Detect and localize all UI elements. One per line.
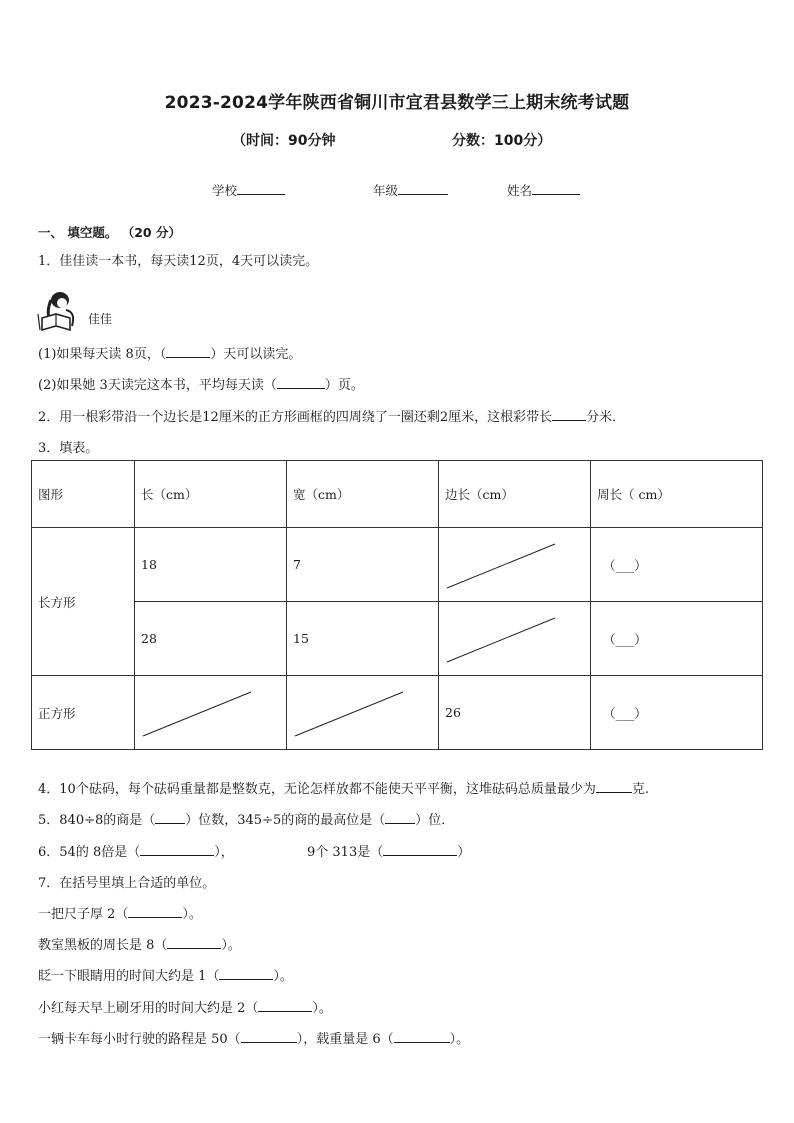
answer-blank[interactable] [155, 810, 185, 824]
answer-blank[interactable] [394, 1029, 450, 1043]
question-7-item: 教室黑板的周长是 8（ ）。 [38, 934, 241, 953]
name-label: 姓名 [507, 183, 533, 198]
table-cell-length: 28 [135, 602, 287, 676]
question-7-item: 一辆卡车每小时行驶的路程是 50（ ），载重量是 6（ ）。 [38, 1028, 469, 1047]
table-row [32, 676, 763, 750]
table-cell-width: 15 [287, 602, 439, 676]
reading-girl-illustration [36, 290, 120, 332]
table-cell-perimeter[interactable]: （___） [591, 676, 763, 750]
table-header-cell: 图形 [32, 461, 135, 528]
diagonal-slash [143, 692, 253, 736]
question-7-item: 眨一下眼睛用的时间大约是 1（ ）。 [38, 965, 293, 984]
table-cell-length: 18 [135, 528, 287, 602]
avatar-name: 佳佳 [88, 312, 113, 326]
name-field[interactable] [507, 181, 580, 199]
table-cell-crossed [287, 676, 439, 750]
answer-blank[interactable] [385, 810, 415, 824]
answer-blank[interactable] [167, 935, 221, 949]
answer-blank[interactable] [219, 966, 273, 980]
answer-blank[interactable] [166, 344, 210, 358]
answer-blank[interactable] [241, 1029, 297, 1043]
school-label: 学校 [212, 183, 238, 198]
table-header-cell: 边长（cm） [439, 461, 591, 528]
question-4: 4．10个砝码，每个砝码重量都是整数克，无论怎样放都不能使天平平衡，这堆砝码总质量最少为 克. [38, 778, 649, 797]
table-cell-perimeter[interactable]: （___） [591, 602, 763, 676]
diagonal-slash [447, 618, 557, 662]
question-6: 6．54的 8倍是（ ）， [38, 841, 234, 860]
name-blank[interactable] [532, 181, 580, 195]
diagonal-slash [447, 544, 557, 588]
fill-table [31, 460, 763, 750]
answer-blank[interactable] [258, 998, 312, 1012]
page-title: 2023-2024学年陕西省铜川市宜君县数学三上期末统考试题 [164, 93, 630, 113]
table-cell-crossed [439, 528, 591, 602]
table-row [32, 602, 763, 676]
table-cell-crossed [135, 676, 287, 750]
diagonal-slash [295, 692, 405, 736]
answer-blank[interactable] [552, 407, 586, 421]
question-3: 3．填表。 [38, 441, 99, 456]
table-cell-width: 7 [287, 528, 439, 602]
question-6-part-2: 9个 313是（ ） [307, 841, 470, 860]
square-label: 正方形 [32, 676, 135, 750]
grade-blank[interactable] [398, 181, 448, 195]
question-7-item: 一把尺子厚 2（ ）。 [38, 903, 202, 922]
question-7-item: 小红每天早上刷牙用的时间大约是 2（ ）。 [38, 997, 332, 1016]
school-field[interactable] [212, 181, 285, 199]
answer-blank[interactable] [383, 842, 457, 856]
table-header-row [32, 461, 763, 528]
question-2: 2．用一根彩带沿一个边长是12厘米的正方形画框的四周绕了一圈还剩2厘米，这根彩带长 分米． [38, 406, 625, 425]
section-heading: 一、 填空题。 （20 分） [38, 225, 181, 240]
answer-blank[interactable] [128, 904, 182, 918]
table-cell-perimeter[interactable]: （___） [591, 528, 763, 602]
table-header-cell: 宽（cm） [287, 461, 439, 528]
school-blank[interactable] [237, 181, 285, 195]
question-7: 7．在括号里填上合适的单位。 [38, 876, 216, 891]
table-cell-crossed [439, 602, 591, 676]
rectangle-label: 长方形 [32, 528, 135, 676]
table-header-cell: 周长（ cm） [591, 461, 763, 528]
answer-blank[interactable] [277, 375, 325, 389]
question-5: 5．840÷8的商是（ ）位数，345÷5的商的最高位是（ ）位． [38, 809, 454, 828]
question-1-part-1: (1)如果每天读 8页，（ ）天可以读完。 [38, 343, 301, 362]
table-cell-side: 26 [439, 676, 591, 750]
question-1-part-2: (2)如果她 3天读完这本书，平均每天读（ ）页。 [38, 374, 364, 393]
question-1: 1．佳佳读一本书，每天读12页，4天可以读完。 [38, 254, 319, 269]
answer-blank[interactable] [596, 779, 632, 793]
grade-field[interactable] [373, 181, 448, 199]
table-header-cell: 长（cm） [135, 461, 287, 528]
exam-score: 分数：100分） [452, 133, 552, 149]
exam-time: （时间：90分钟 [232, 133, 336, 149]
grade-label: 年级 [373, 183, 399, 198]
table-row [32, 528, 763, 602]
answer-blank[interactable] [140, 842, 214, 856]
